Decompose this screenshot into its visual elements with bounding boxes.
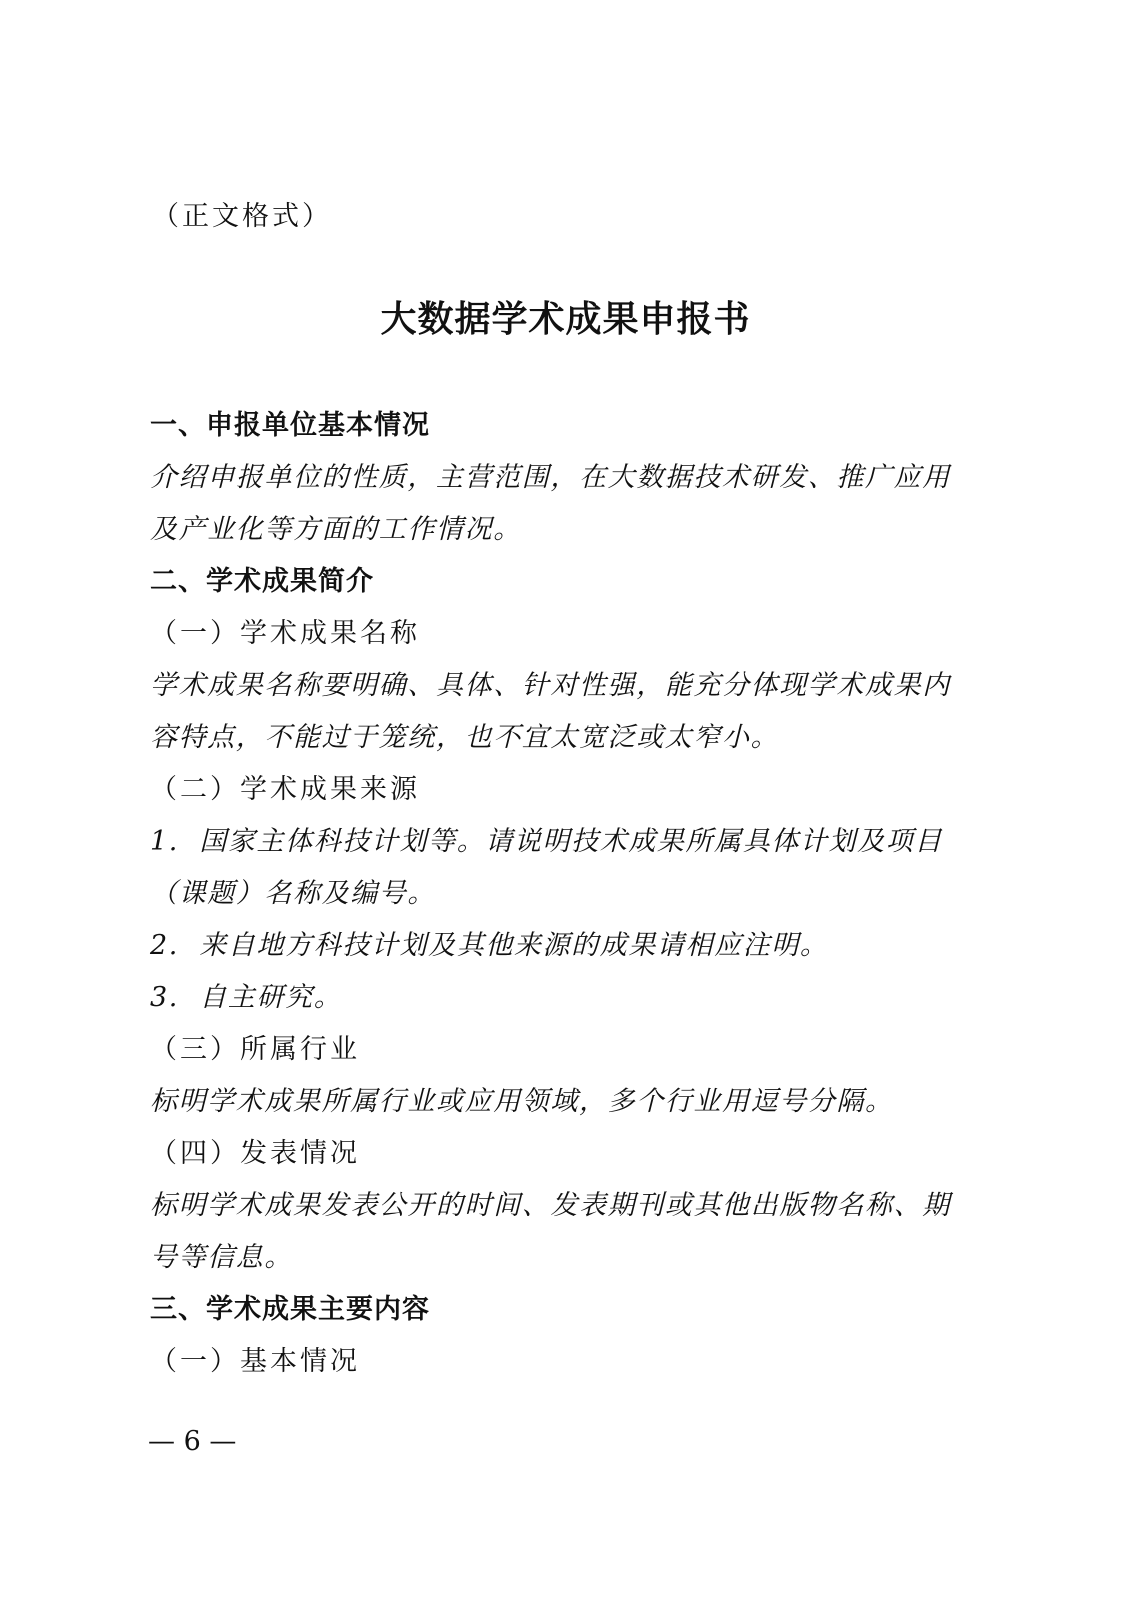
section-1-body-line-2: 及产业化等方面的工作情况。 [150, 514, 522, 545]
section-2-sub-3-body-line-1: 标明学术成果所属行业或应用领域，多个行业用逗号分隔。 [150, 1086, 894, 1117]
section-1-heading: 一、申报单位基本情况 [150, 410, 430, 441]
page-title: 大数据学术成果申报书 [380, 299, 751, 340]
section-2-sub-2-item-1: 1. 国家主体科技计划等。请说明技术成果所属具体计划及项目 [150, 826, 943, 857]
section-3-heading: 三、学术成果主要内容 [150, 1294, 430, 1325]
section-2-sub-2-heading: （二）学术成果来源 [150, 774, 420, 805]
section-1-body-line-1: 介绍申报单位的性质，主营范围，在大数据技术研发、推广应用 [150, 462, 951, 493]
section-2-sub-1-body-line-2: 容特点，不能过于笼统，也不宜太宽泛或太窄小。 [150, 722, 780, 753]
page-number: — 6 — [148, 1426, 237, 1457]
section-2-heading: 二、学术成果简介 [150, 566, 374, 597]
section-2-sub-1-heading: （一）学术成果名称 [150, 618, 420, 649]
section-2-sub-4-heading: （四）发表情况 [150, 1138, 360, 1169]
section-2-sub-3-heading: （三）所属行业 [150, 1034, 360, 1065]
section-3-sub-1-heading: （一）基本情况 [150, 1346, 360, 1377]
format-note: （正文格式） [152, 201, 332, 232]
section-2-sub-1-body-line-1: 学术成果名称要明确、具体、针对性强，能充分体现学术成果内 [150, 670, 951, 701]
section-2-sub-2-item-2: 2. 来自地方科技计划及其他来源的成果请相应注明。 [150, 930, 829, 961]
section-2-sub-4-body-line-1: 标明学术成果发表公开的时间、发表期刊或其他出版物名称、期 [150, 1190, 951, 1221]
section-2-sub-2-item-1-cont: （课题）名称及编号。 [150, 878, 436, 909]
section-2-sub-2-item-3: 3. 自主研究。 [150, 982, 343, 1013]
section-2-sub-4-body-line-2: 号等信息。 [150, 1242, 293, 1273]
